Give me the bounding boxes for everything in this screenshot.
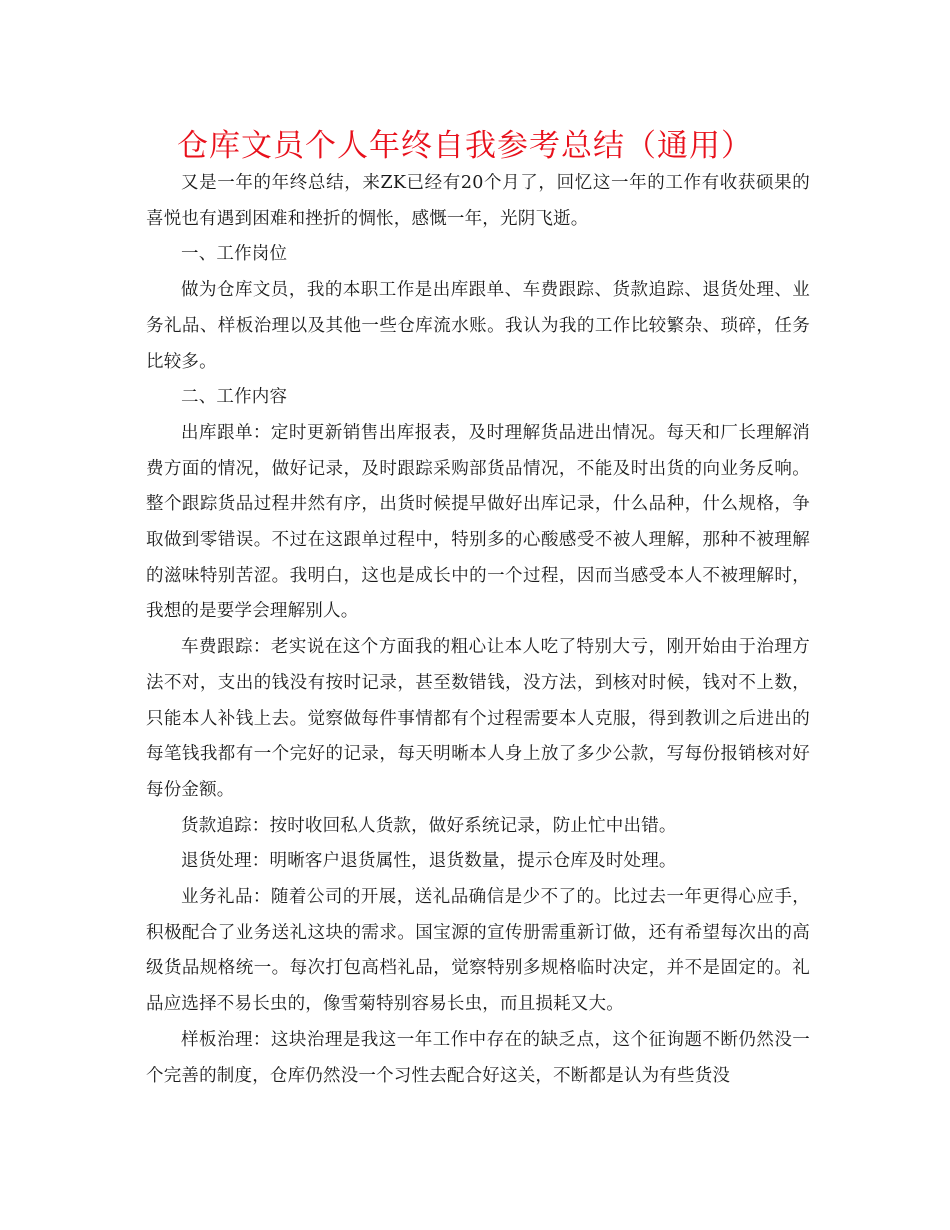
paragraph-outbound-tracking: 出库跟单：定时更新销售出库报表，及时理解货品进出情况。每天和厂长理解消费方面的情况，做好记录，及时跟踪采购部货品情况，不能及时出货的向业务反响。整个跟踪货品过程井然有序，出货时候提早做好出库记录，什么品种，什么规格，争取做到零错误。不过在这跟单过程中，特别多的心酸感受不被人理解，那种不被理解的滋味特别苦涩。我明白，这也是成长中的一个过程，因而当感受本人不被理解时，我想的是要学会理解别人。 <box>146 422 810 622</box>
paragraph-business-gifts: 业务礼品：随着公司的开展，送礼品确信是少不了的。比过去一年更得心应手，积极配合了业务送礼这块的需求。国宝源的宣传册需重新订做，还有希望每次出的高级货品规格统一。每次打包高档礼品，觉察特别多规格临时决定，并不是固定的。礼品应选择不易长虫的，像雪菊特别容易长虫，而且损耗又大。 <box>146 887 810 1015</box>
paragraph-sample-management: 样板治理：这块治理是我这一年工作中存在的缺乏点，这个征询题不断仍然没一个完善的制度，仓库仍然没一个习性去配合好这关，不断都是认为有些货没 <box>146 1029 810 1086</box>
heading-work-content: 二、工作内容 <box>181 387 288 408</box>
document-title: 仓库文员个人年终自我参考总结（通用） <box>177 128 753 164</box>
paragraph-job-position: 做为仓库文员，我的本职工作是出库跟单、车费跟踪、货款追踪、退货处理、业务礼品、样板治理以及其他一些仓库流水账。我认为我的工作比较繁杂、琐碎，任务比较多。 <box>146 280 810 372</box>
paragraph-intro: 又是一年的年终总结，来ZK已经有20个月了，回忆这一年的工作有收获硕果的喜悦也有遇到困难和挫折的惆怅，感慨一年，光阴飞逝。 <box>146 173 810 229</box>
paragraph-returns-handling: 退货处理：明晰客户退货属性，退货数量，提示仓库及时处理。 <box>181 851 677 872</box>
paragraph-payment-tracking: 货款追踪：按时收回私人货款，做好系统记录，防止忙中出错。 <box>181 815 677 836</box>
paragraph-freight-tracking: 车费跟踪：老实说在这个方面我的粗心让本人吃了特别大亏，刚开始由于治理方法不对，支出的钱没有按时记录，甚至数错钱，没方法，到核对时候，钱对不上数，只能本人补钱上去。觉察做每件事情都有个过程需要本人克服，得到教训之后进出的每笔钱我都有一个完好的记录，每天明晰本人身上放了多少公款，写每份报销核对好每份金额。 <box>146 637 810 800</box>
document-body <box>146 166 810 1094</box>
heading-job-position: 一、工作岗位 <box>181 244 288 265</box>
